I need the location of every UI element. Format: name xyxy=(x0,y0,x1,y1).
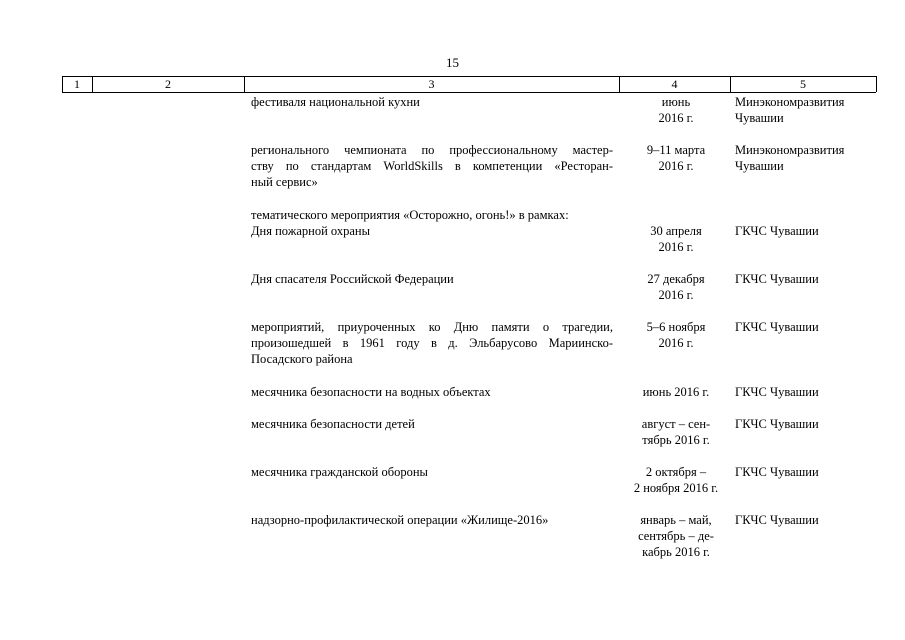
date-line: июнь 2016 г. xyxy=(642,385,710,399)
column-header-2: 2 xyxy=(165,77,171,91)
column-header-1: 1 xyxy=(74,77,80,91)
date-line: 2016 г. xyxy=(658,336,694,350)
column-header-4: 4 xyxy=(671,77,678,91)
organization-cell xyxy=(735,142,875,174)
event-line: месячника безопасности на водных объектах xyxy=(251,385,491,399)
organization-cell xyxy=(735,464,875,480)
date-cell xyxy=(617,94,735,126)
organization-line: ГКЧС Чувашии xyxy=(735,320,819,334)
organization-line: Чувашии xyxy=(735,111,784,125)
header-divider xyxy=(876,76,877,92)
date-cell xyxy=(617,512,735,560)
event-line: ству по стандартам WorldSkills в компетенции «Ресторан- xyxy=(251,159,613,173)
event-cell xyxy=(251,207,613,239)
event-cell xyxy=(251,416,613,432)
header-bottom-rule xyxy=(62,92,876,93)
event-line: ный сервис» xyxy=(251,175,318,189)
event-line: Дня пожарной охраны xyxy=(251,224,370,238)
organization-line: ГКЧС Чувашии xyxy=(735,513,819,527)
date-line: кабрь 2016 г. xyxy=(642,545,710,559)
event-line: Дня спасателя Российской Федерации xyxy=(251,272,454,286)
date-line: 2016 г. xyxy=(658,159,694,173)
date-line: 2016 г. xyxy=(658,240,694,254)
event-cell xyxy=(251,384,613,400)
date-line: 2016 г. xyxy=(658,111,694,125)
date-line: 9–11 марта xyxy=(646,143,706,157)
date-line: июнь xyxy=(661,95,691,109)
event-cell xyxy=(251,512,613,528)
organization-line: ГКЧС Чувашии xyxy=(735,417,819,431)
date-line: август – сен- xyxy=(641,417,711,431)
page-number: 15 xyxy=(446,55,459,70)
organization-cell xyxy=(735,384,875,400)
column-header-5: 5 xyxy=(800,77,806,91)
organization-line: ГКЧС Чувашии xyxy=(735,385,819,399)
organization-line: ГКЧС Чувашии xyxy=(735,272,819,286)
date-line: 30 апреля xyxy=(650,224,702,238)
event-cell xyxy=(251,319,613,367)
date-cell xyxy=(617,319,735,351)
event-line: тематического мероприятия «Осторожно, огонь!» в рамках: xyxy=(251,208,569,222)
organization-cell xyxy=(735,416,875,432)
date-cell xyxy=(617,464,735,496)
event-line: произошедшей в 1961 году в д. Эльбарусово Мариинско- xyxy=(251,336,613,350)
date-line: 2016 г. xyxy=(658,288,694,302)
date-line: тябрь 2016 г. xyxy=(642,433,710,447)
event-cell xyxy=(251,94,613,110)
organization-cell xyxy=(735,319,875,335)
event-cell xyxy=(251,142,613,190)
date-line: 27 декабря xyxy=(647,272,705,286)
event-line: Посадского района xyxy=(251,352,353,366)
date-line: 2 ноября 2016 г. xyxy=(633,481,719,495)
event-line: фестиваля национальной кухни xyxy=(251,95,420,109)
date-line: 5–6 ноября xyxy=(646,320,706,334)
organization-line: Минэкономразвития xyxy=(735,143,845,157)
organization-cell xyxy=(735,512,875,528)
event-line: месячника гражданской обороны xyxy=(251,465,428,479)
date-line: январь – май, xyxy=(640,513,712,527)
organization-cell xyxy=(735,223,875,239)
organization-line: ГКЧС Чувашии xyxy=(735,224,819,238)
organization-line: Минэкономразвития xyxy=(735,95,845,109)
date-line: сентябрь – де- xyxy=(638,529,714,543)
date-cell xyxy=(617,271,735,303)
event-cell xyxy=(251,464,613,480)
event-line: месячника безопасности детей xyxy=(251,417,415,431)
event-line: надзорно-профилактической операции «Жилище-2016» xyxy=(251,513,549,527)
event-line: регионального чемпионата по профессиональному мастер- xyxy=(251,143,613,157)
date-cell xyxy=(617,416,735,448)
event-cell xyxy=(251,271,613,287)
date-line: 2 октября – xyxy=(645,465,707,479)
organization-cell xyxy=(735,271,875,287)
organization-line: Чувашии xyxy=(735,159,784,173)
date-cell xyxy=(617,223,735,255)
date-cell xyxy=(617,384,735,400)
organization-line: ГКЧС Чувашии xyxy=(735,465,819,479)
event-line: мероприятий, приуроченных ко Дню памяти о трагедии, xyxy=(251,320,613,334)
organization-cell xyxy=(735,94,875,126)
column-header-3: 3 xyxy=(428,77,435,91)
date-cell xyxy=(617,142,735,174)
